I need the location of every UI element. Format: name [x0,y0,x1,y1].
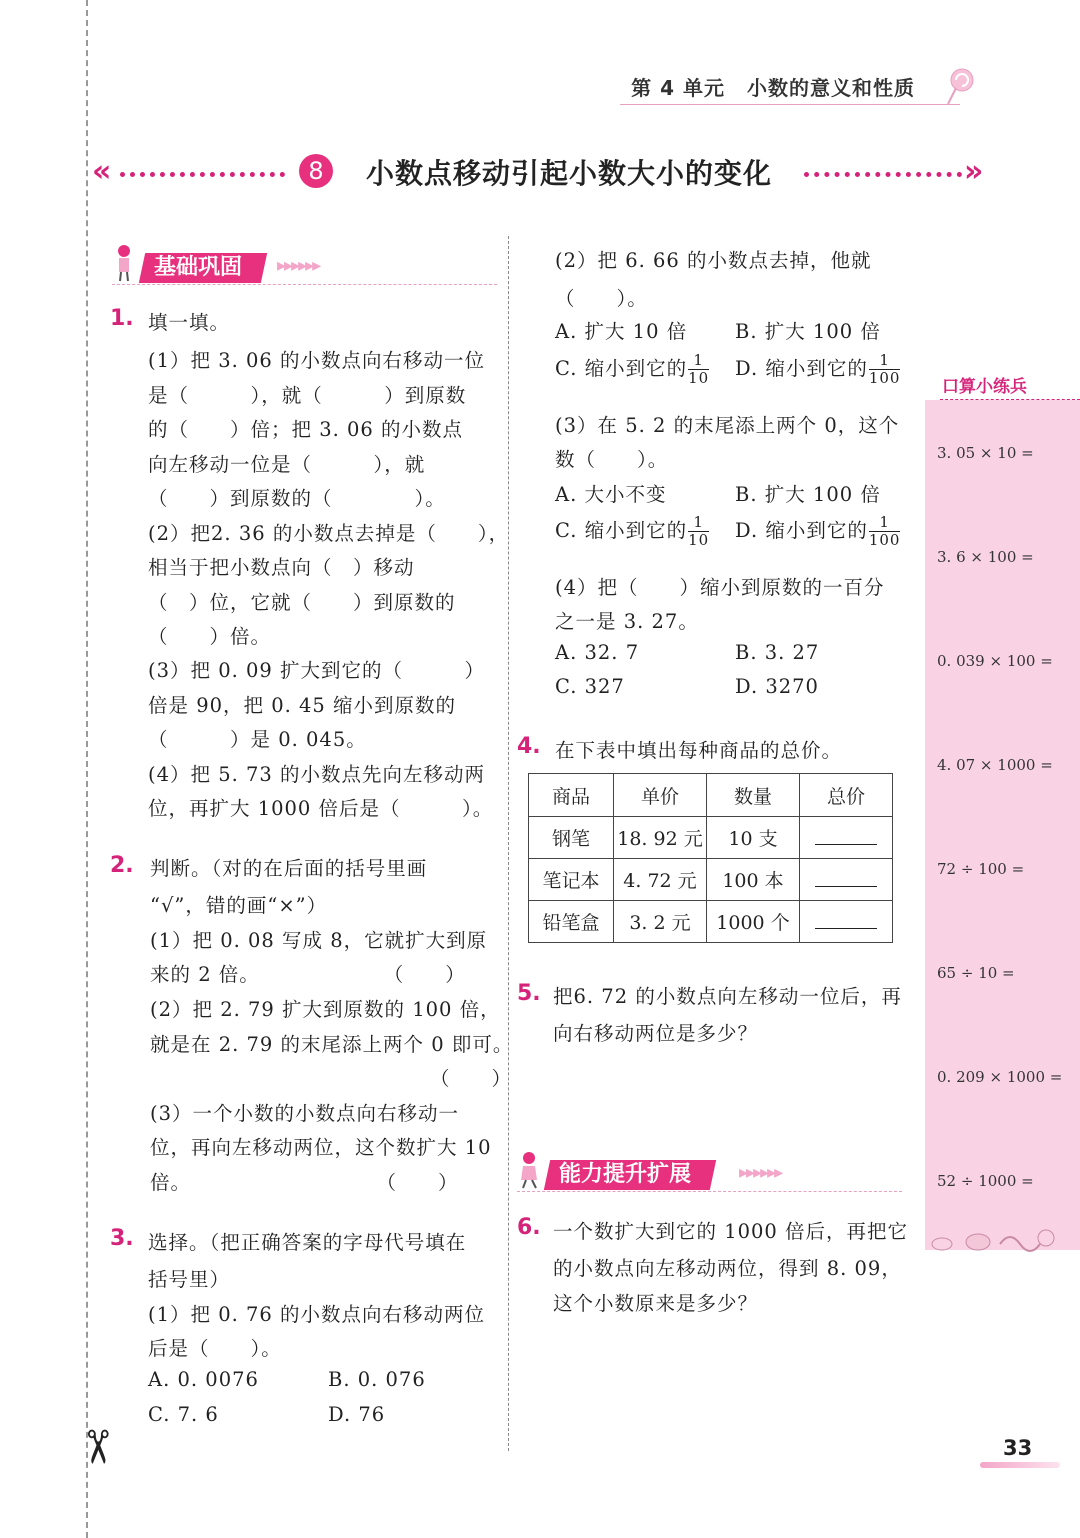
total-price-blank[interactable] [800,859,893,901]
title-dots-right [804,172,962,177]
q3-p2-option: A. 扩大 10 倍 [555,320,688,343]
table-cell: 钢笔 [529,817,614,859]
lesson-title: 小数点移动引起小数大小的变化 [366,157,773,190]
mental-math-item: 72 ÷ 100 = [937,860,1025,878]
sidebar-title-underline [940,399,1080,400]
table-cell: 10 支 [707,817,800,859]
q3-p3-line: 数（ ）。 [555,448,669,471]
q6-number: 6. [517,1215,541,1240]
q4-title: 在下表中填出每种商品的总价。 [555,739,843,762]
section-basic-underline [112,284,497,285]
q5-line: 把6. 72 的小数点向左移动一位后，再 [553,985,902,1008]
q1-line: (2）把2. 36 的小数点去掉是（ ）， [148,522,510,545]
q1-line: 位，再扩大 1000 倍后是（ ）。 [148,797,494,820]
q3-p3-option: B. 扩大 100 倍 [735,483,881,506]
table-header: 商品 [529,774,614,817]
q3-p2-option: B. 扩大 100 倍 [735,320,881,343]
q2-line: (2）把 2. 79 扩大到原数的 100 倍， [150,998,501,1021]
q2-line: 就是在 2. 79 的末尾添上两个 0 即可。 [150,1033,514,1056]
lesson-title-row [92,148,992,198]
candy-decoration-icon [928,1222,1058,1262]
lesson-number: 8 [299,154,333,188]
q2-line: 位，再向左移动两位，这个数扩大 10 [150,1136,492,1159]
header-underline [620,104,960,105]
table-header: 数量 [707,774,800,817]
arrows-icon: ▸▸▸▸▸▸ [277,255,320,276]
q3-p4-line: 之一是 3. 27。 [555,610,699,633]
q1-title: 填一填。 [148,311,231,334]
cut-line [86,0,88,1538]
q1-line: (4）把 5. 73 的小数点先向左移动两 [148,763,486,786]
q1-line: (3）把 0. 09 扩大到它的（ ） [148,659,486,682]
girl-figure-icon [112,243,136,283]
table-header: 单价 [614,774,707,817]
q3-option: B. 0. 076 [328,1368,426,1391]
q3-number: 3. [110,1226,134,1251]
q3-p2-option: D. 缩小到它的 $\frac{1}{100}$ [735,351,901,387]
q3-p2-line: (2）把 6. 66 的小数点去掉，他就 [555,249,872,272]
q1-number: 1. [110,306,134,331]
dancer-figure-icon [517,1150,541,1190]
q1-line: （ ）倍。 [148,625,272,648]
q1-line: 向左移动一位是（ ），就 [148,453,426,476]
mental-math-item: 3. 6 × 100 = [937,548,1034,566]
table-cell: 铅笔盒 [529,901,614,943]
q3-option: A. 0. 0076 [148,1368,259,1391]
section-advanced-underline [517,1191,902,1192]
q3-option: C. 7. 6 [148,1403,219,1426]
q1-line: 相当于把小数点向（ ）移动 [148,556,415,579]
q1-line: 倍是 90，把 0. 45 缩小到原数的 [148,694,457,717]
q3-p2-option: C. 缩小到它的 $\frac{1}{10}$ [555,351,710,387]
q2-line: 倍。 （ ） [150,1171,459,1194]
fraction: $\frac{1}{10}$ [688,351,710,387]
q3-p3-option: C. 缩小到它的 $\frac{1}{10}$ [555,513,710,549]
mental-math-item: 4. 07 × 1000 = [937,756,1053,774]
table-header-row [529,774,893,817]
q3-p3-option: A. 大小不变 [555,483,667,506]
fraction: $\frac{1}{100}$ [868,513,901,549]
q3-line: 括号里） [148,1268,231,1291]
scissors-icon: ✂ [70,1427,125,1467]
unit-number: 第 4 单元 [631,76,725,100]
mental-math-item: 3. 05 × 10 = [937,444,1034,462]
page-number: 33 [1003,1436,1033,1460]
section-basic [112,253,502,283]
q2-line: (3）一个小数的小数点向右移动一 [150,1102,460,1125]
unit-title: 小数的意义和性质 [747,76,915,100]
q3-p4-option: A. 32. 7 [555,641,640,664]
q2-line: （ ） [430,1067,513,1090]
table-header: 总价 [800,774,893,817]
q6-line: 的小数点向左移动两位，得到 8. 09， [553,1257,902,1280]
q2-line: 判断。（对的在后面的括号里画 [150,857,428,880]
q3-line: (1）把 0. 76 的小数点向右移动两位 [148,1303,486,1326]
q6-line: 一个数扩大到它的 1000 倍后，再把它 [553,1220,909,1243]
table-cell: 笔记本 [529,859,614,901]
mental-math-sidebar [925,400,1080,1250]
q3-p4-option: C. 327 [555,675,625,698]
table-row [529,859,893,901]
column-separator [508,236,509,1451]
section-advanced [517,1160,907,1190]
fraction: $\frac{1}{100}$ [868,351,901,387]
q3-p4-option: B. 3. 27 [735,641,820,664]
mental-math-item: 0. 209 × 1000 = [937,1068,1063,1086]
mental-math-item: 65 ÷ 10 = [937,964,1015,982]
fraction: $\frac{1}{10}$ [688,513,710,549]
q1-line: 是（ ），就（ ）到原数 [148,384,467,407]
table-cell: 4. 72 元 [614,859,707,901]
table-row [529,901,893,943]
q2-line: “√”，错的画“×”） [150,894,328,917]
goods-table [528,773,893,943]
q5-line: 向右移动两位是多少？ [553,1022,759,1045]
table-cell: 3. 2 元 [614,901,707,943]
q3-p4-option: D. 3270 [735,675,819,698]
q1-line: (1）把 3. 06 的小数点向右移动一位 [148,349,486,372]
lollipop-icon [940,66,980,106]
double-chevron-left-icon: « [92,154,112,189]
q3-p2-line: （ ）。 [555,287,648,310]
q1-line: （ ）位，它就（ ）到原数的 [148,591,456,614]
total-price-blank[interactable] [800,817,893,859]
q5-number: 5. [517,981,541,1006]
q6-line: 这个小数原来是多少？ [553,1292,759,1315]
table-cell: 1000 个 [707,901,800,943]
q2-number: 2. [110,853,134,878]
mental-math-item: 0. 039 × 100 = [937,652,1053,670]
table-cell: 100 本 [707,859,800,901]
mental-math-item: 52 ÷ 1000 = [937,1172,1034,1190]
table-cell: 18. 92 元 [614,817,707,859]
page-number-bar [980,1462,1060,1468]
q3-line: 选择。（把正确答案的字母代号填在 [148,1231,467,1254]
section-basic-label: 基础巩固 [139,253,267,283]
q3-line: 后是（ ）。 [148,1337,282,1360]
unit-header [631,72,915,101]
q3-p3-line: (3）在 5. 2 的末尾添上两个 0，这个 [555,414,900,437]
q2-line: (1）把 0. 08 写成 8，它就扩大到原 [150,929,488,952]
arrows-icon: ▸▸▸▸▸▸ [739,1162,782,1183]
q1-line: （ ）到原数的（ ）。 [148,487,446,510]
q3-p4-line: (4）把（ ）缩小到原数的一百分 [555,576,885,599]
section-advanced-label: 能力提升扩展 [544,1160,716,1190]
double-chevron-right-icon: » [964,154,984,189]
q1-line: 的（ ）倍；把 3. 06 的小数点 [148,418,464,441]
q2-line: 来的 2 倍。 （ ） [150,963,466,986]
q4-number: 4. [517,734,541,759]
q3-p3-option: D. 缩小到它的 $\frac{1}{100}$ [735,513,901,549]
q3-option: D. 76 [328,1403,386,1426]
sidebar-title: 口算小练兵 [942,377,1027,397]
total-price-blank[interactable] [800,901,893,943]
table-row [529,817,893,859]
title-dots-left [120,172,285,177]
q1-line: （ ）是 0. 045。 [148,728,367,751]
